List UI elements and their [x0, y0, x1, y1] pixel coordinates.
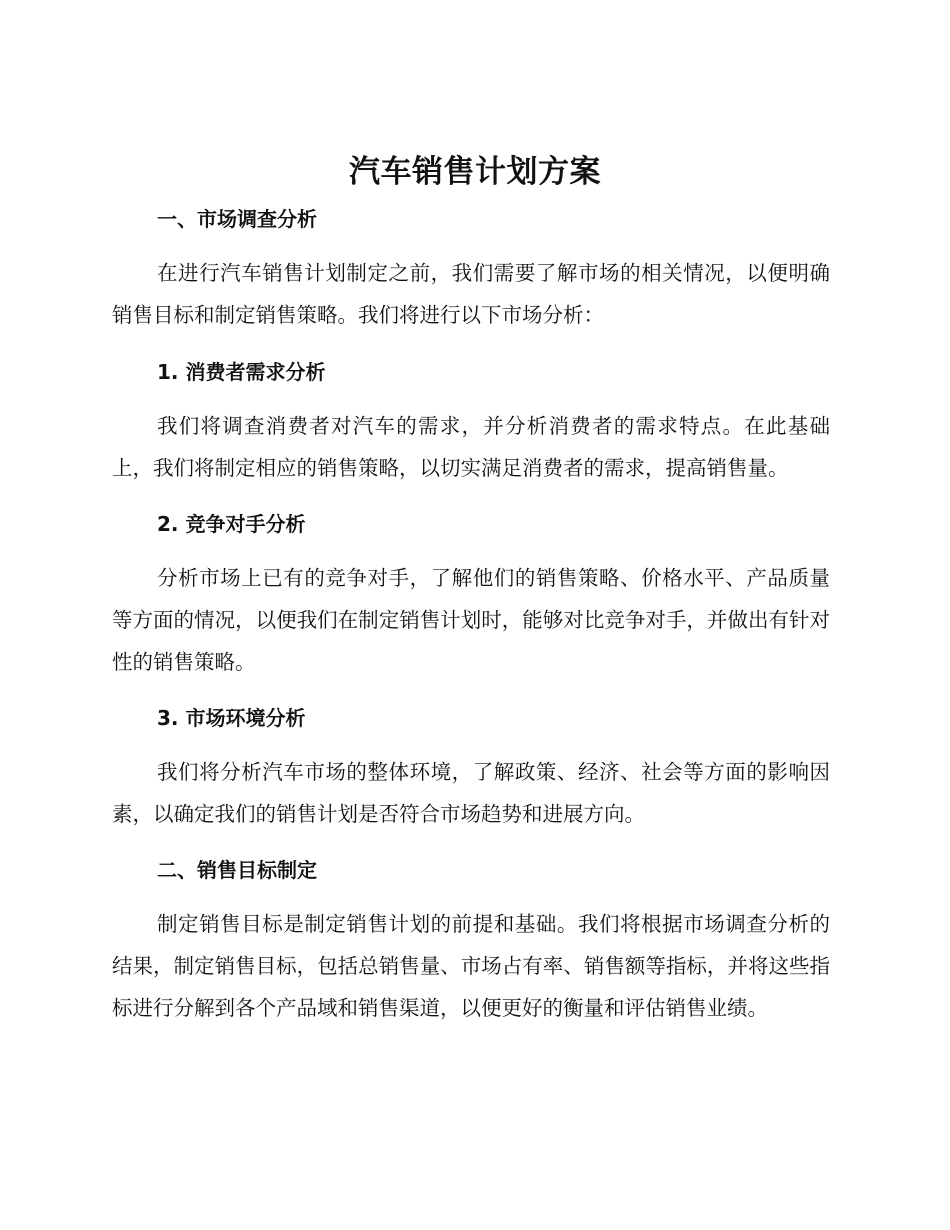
paragraph-competitor-analysis: 分析市场上已有的竞争对手，了解他们的销售策略、价格水平、产品质量等方面的情况，以便我们在制定销售计划时，能够对比竞争对手，并做出有针对性的销售策略。: [112, 566, 830, 674]
subheading-market-environment: 3. 市场环境分析: [157, 706, 306, 730]
section-heading-market-research: 一、市场调查分析: [157, 207, 317, 231]
paragraph-sales-targets: 制定销售目标是制定销售计划的前提和基础。我们将根据市场调查分析的结果，制定销售目标，包括总销售量、市场占有率、销售额等指标，并将这些指标进行分解到各个产品域和销售渠道，以便更好的衡量和评估销售业绩。: [112, 912, 830, 1020]
subheading-competitor-analysis: 2. 竞争对手分析: [157, 512, 306, 536]
paragraph-market-intro: 在进行汽车销售计划制定之前，我们需要了解市场的相关情况，以便明确销售目标和制定销售策略。我们将进行以下市场分析：: [112, 261, 830, 327]
section-heading-sales-targets: 二、销售目标制定: [157, 858, 317, 882]
paragraph-market-environment: 我们将分析汽车市场的整体环境，了解政策、经济、社会等方面的影响因素，以确定我们的销售计划是否符合市场趋势和进展方向。: [112, 760, 830, 826]
paragraph-consumer-demand: 我们将调查消费者对汽车的需求，并分析消费者的需求特点。在此基础上，我们将制定相应的销售策略，以切实满足消费者的需求，提高销售量。: [112, 414, 830, 480]
document-title: 汽车销售计划方案: [349, 154, 601, 190]
subheading-consumer-demand: 1. 消费者需求分析: [157, 360, 326, 384]
